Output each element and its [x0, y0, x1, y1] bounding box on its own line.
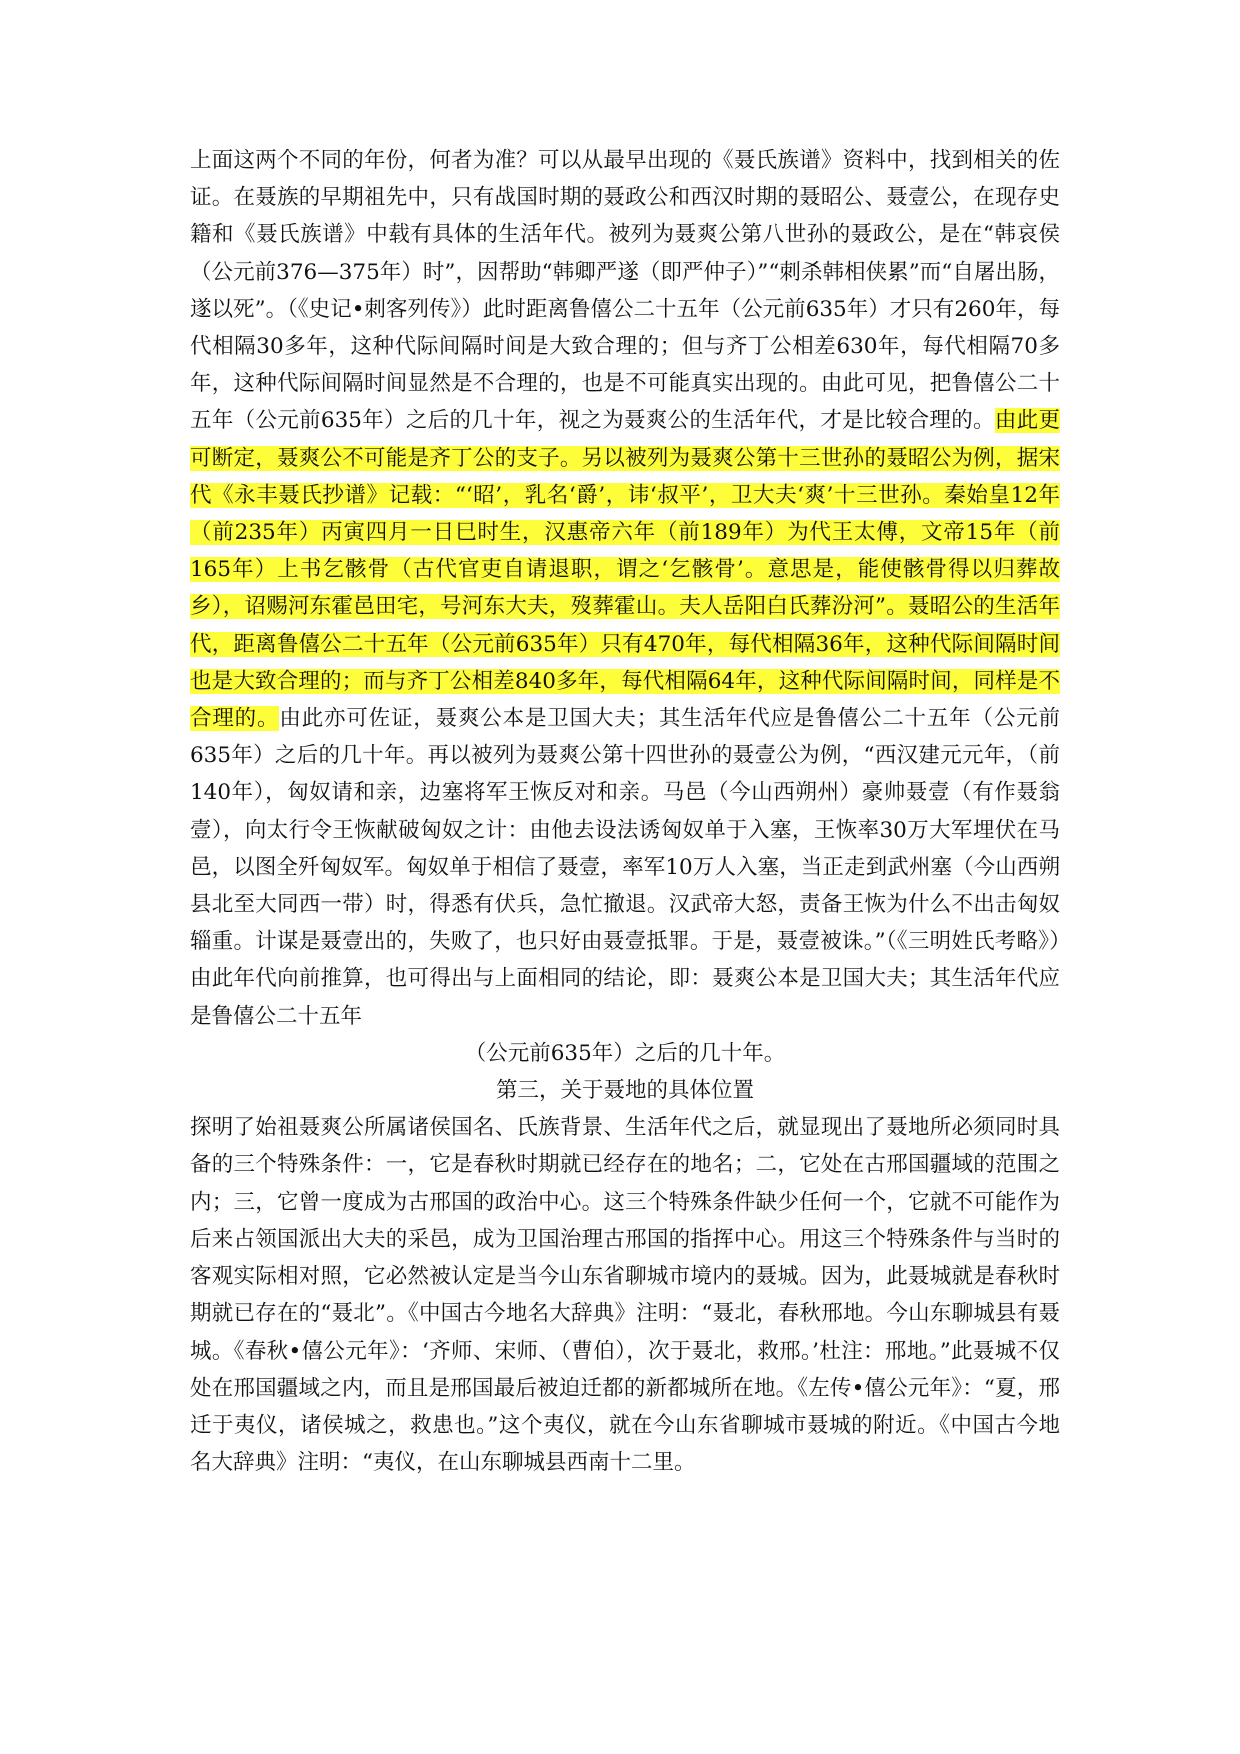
paragraph-1-continuation: 由此亦可佐证，聂爽公本是卫国大夫；其生活年代应是鲁僖公二十五年（公元前635年）之后的几十年。再以被列为聂爽公第十四世孙的聂壹公为例，“西汉建元元年，（前140年），匈奴请和亲，边塞将军王恢反对和亲。马邑（今山西朔州）豪帅聂壹（有作聂翁壹），向太行令王恢献破匈奴之计：由他去设法诱匈奴单于入塞，王恢率30万大军埋伏在马邑，以图全歼匈奴军。匈奴单于相信了聂壹，率军10万人入塞，当正走到武州塞（今山西朔县北至大同西一带）时，得悉有伏兵，急忙撤退。汉武帝大怒，责备王恢为什么不出击匈奴辎重。计谋是聂壹出的，失败了，也只好由聂壹抵罪。于是，聂壹被诛。”（《三明姓氏考略》）由此年代向前推算，也可得出与上面相同的结论，即：聂爽公本是卫国大夫；其生活年代应是鲁僖公二十五年 [190, 706, 1060, 1029]
paragraph-1 [190, 142, 1060, 1072]
document-page [190, 142, 1060, 1481]
highlighted-passage: 由此更可断定，聂爽公不可能是齐丁公的支子。另以被列为聂爽公第十三世孙的聂昭公为例，据宋代《永丰聂氏抄谱》记载：“‘昭’，乳名‘爵’，讳‘叔平’，卫大夫‘爽’十三世孙。秦始皇12年（前235年）丙寅四月一日巳时生，汉惠帝六年（前189年）为代王太傅，文帝15年（前165年）上书乞骸骨（古代官吏自请退职，谓之‘乞骸骨’。意思是，能使骸骨得以归葬故乡），诏赐河东霍邑田宅，号河东大夫，歿葬霍山。夫人岳阳白氏葬汾河”。聂昭公的生活年代，距离鲁僖公二十五年（公元前635年）只有470年，每代相隔36年，这种代际间隔时间也是大致合理的；而与齐丁公相差840多年，每代相隔64年，这种代际间隔时间，同样是不合理的。 [190, 408, 1060, 732]
paragraph-1-text: 上面这两个不同的年份，何者为准？可以从最早出现的《聂氏族谱》资料中，找到相关的佐证。在聂族的早期祖先中，只有战国时期的聂政公和西汉时期的聂昭公、聂壹公，在现存史籍和《聂氏族谱》中载有具体的生活年代。被列为聂爽公第八世孙的聂政公，是在“韩哀侯（公元前376—375年）时”，因帮助“韩卿严遂（即严仲子）”“刺杀韩相侠累”而“自屠出肠，遂以死”。（《史记•刺客列传》）此时距离鲁僖公二十五年（公元前635年）才只有260年，每代相隔30多年，这种代际间隔时间是大致合理的；但与齐丁公相差630年，每代相隔70多年，这种代际间隔时间显然是不合理的，也是不可能真实出现的。由此可见，把鲁僖公二十五年（公元前635年）之后的几十年，视之为聂爽公的生活年代，才是比较合理的。 [190, 148, 1060, 434]
paragraph-1-tail: （公元前635年）之后的几十年。 [464, 1040, 786, 1066]
paragraph-2: 探明了始祖聂爽公所属诸侯国名、氏族背景、生活年代之后，就显现出了聂地所必须同时具备的三个特殊条件：一，它是春秋时期就已经存在的地名；二，它处在古邢国疆域的范围之内；三，它曾一度成为古邢国的政治中心。这三个特殊条件缺少任何一个，它就不可能作为后来占领国派出大夫的采邑，成为卫国治理古邢国的指挥中心。用这三个特殊条件与当时的客观实际相对照，它必然被认定是当今山东省聊城市境内的聂城。因为，此聂城就是春秋时期就已存在的“聂北”。《中国古今地名大辞典》注明：“聂北，春秋邢地。今山东聊城县有聂城。《春秋•僖公元年》：‘齐师、宋师、（曹伯），次于聂北，救邢。’杜注：邢地。”此聂城不仅处在邢国疆域之内，而且是邢国最后被迫迁都的新都城所在地。《左传•僖公元年》：“夏，邢迁于夷仪，诸侯城之，救患也。”这个夷仪，就在今山东省聊城市聂城的附近。《中国古今地名大辞典》注明：“夷仪，在山东聊城县西南十二里。 [190, 1115, 1060, 1476]
section-heading: 第三，关于聂地的具体位置 [495, 1078, 754, 1104]
